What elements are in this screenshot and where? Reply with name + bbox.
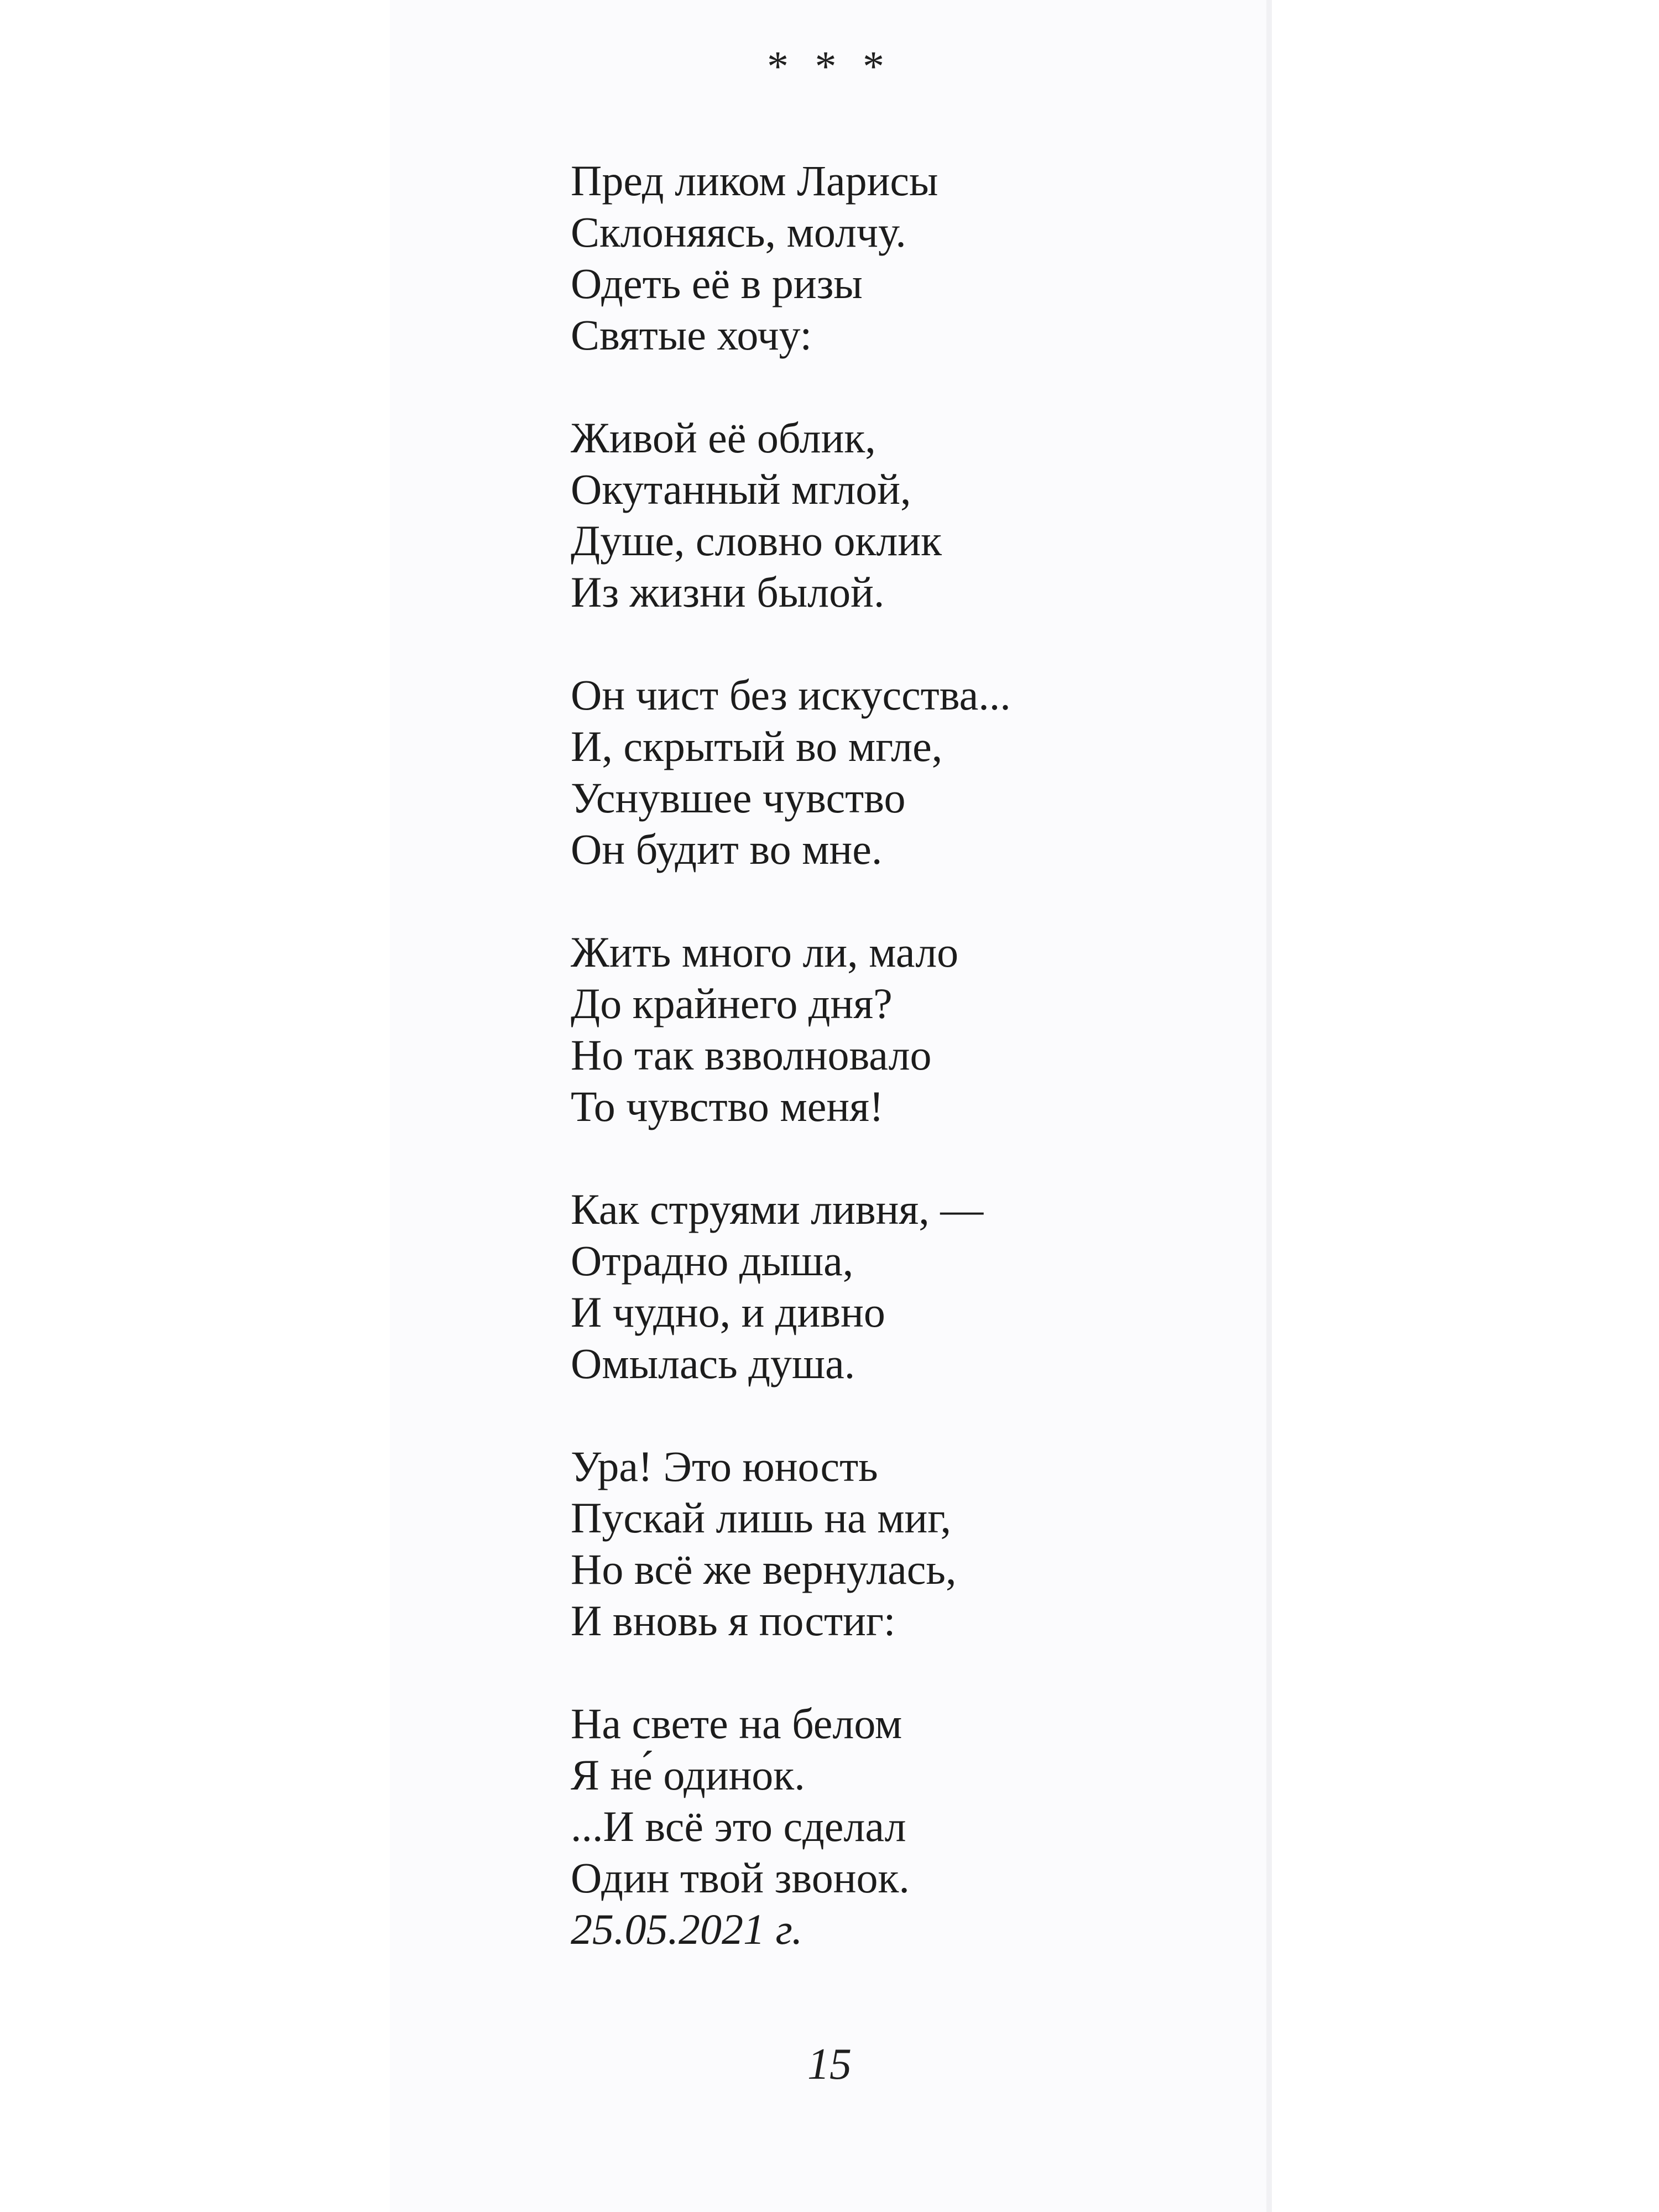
poem-line: Ура! Это юность [571,1442,878,1490]
stanza-3 [571,669,1234,875]
poem-line: Пред ликом Ларисы [571,156,938,205]
poem-line: Один твой звонок. [571,1854,910,1902]
poem-line: Но так взволновало [571,1031,932,1079]
poem-line: Живой её облик, [571,414,876,462]
poem-line: Но всё же вернулась, [571,1545,957,1593]
poem-line: Он будит во мне. [571,825,883,873]
poem-line: Он чист без искусства... [571,671,1011,719]
poem-line: Святые хочу: [571,311,812,359]
stanza-7 [571,1698,1234,1903]
poem-line: ...И всё это сделал [571,1802,906,1850]
poem-line: И, скрытый во мгле, [571,722,943,770]
poem-line: И вновь я постиг: [571,1597,896,1645]
stanza-5 [571,1183,1234,1389]
poem-separator: * * * [767,42,892,90]
poem-line: Склоняясь, молчу. [571,208,906,256]
stanza-2 [571,412,1234,618]
poem-line: Из жизни былой. [571,568,885,616]
poem-line: Одеть её в ризы [571,259,863,307]
stanza-6 [571,1441,1234,1646]
poem-line: Как струями ливня, — [571,1185,984,1233]
poem-line: То чувство меня! [571,1082,884,1130]
poem-line: Отрадно дыша, [571,1237,854,1285]
poem-line: Душе, словно оклик [571,517,942,565]
page-edge [1266,0,1272,2212]
poem [571,155,1234,1955]
poem-line: Я не́ одинок. [571,1751,805,1799]
stanza-4 [571,926,1234,1132]
poem-line: Омылась душа. [571,1339,855,1387]
poem-line: Жить много ли, мало [571,928,959,976]
stanza-1 [571,155,1234,361]
page-number: 15 [807,2040,852,2089]
poem-line: И чудно, и дивно [571,1288,885,1336]
poem-line: Пускай лишь на миг, [571,1494,951,1542]
poem-date: 25.05.2021 г. [571,1905,803,1953]
poem-line: На свете на белом [571,1699,902,1747]
poem-line: Уснувшее чувство [571,774,906,822]
poem-line: Окутанный мглой, [571,465,911,513]
poem-line: До крайнего дня? [571,979,893,1027]
